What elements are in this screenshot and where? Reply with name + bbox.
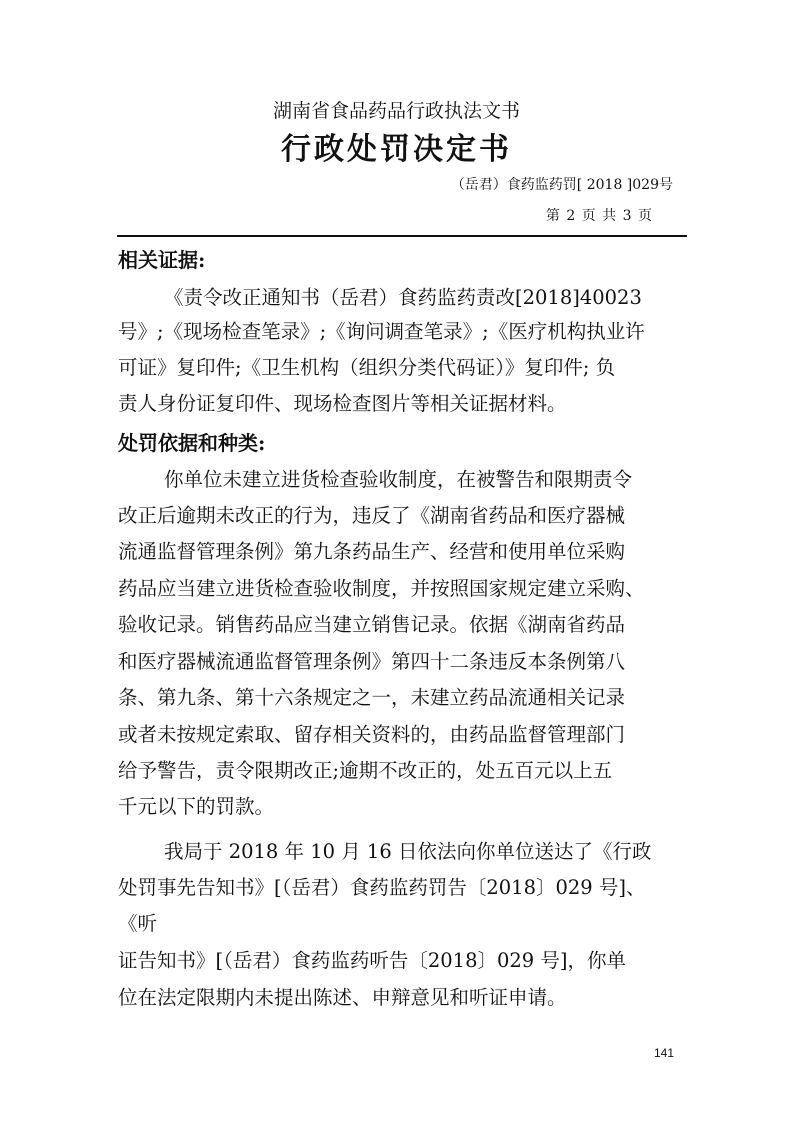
- evidence-line: 号》;《现场检查笔录》;《询问调查笔录》;《医疗机构执业许: [118, 320, 645, 343]
- basis-line: 流通监督管理条例》第九条药品生产、经营和使用单位采购: [118, 540, 626, 563]
- header-divider: [117, 235, 687, 237]
- basis-line: 验收记录。销售药品应当建立销售记录。依据《湖南省药品: [118, 613, 626, 636]
- document-title: 行政处罚决定书: [281, 132, 512, 167]
- evidence-line: 责人身份证复印件、现场检查图片等相关证据材料。: [118, 392, 567, 415]
- basis-heading: 处罚依据和种类:: [118, 431, 266, 455]
- evidence-heading: 相关证据:: [118, 248, 206, 272]
- basis-line: 位在法定限期内未提出陈述、申辩意见和听证申请。: [118, 986, 567, 1009]
- page-number: 141: [654, 1046, 675, 1060]
- basis-line: 《听: [118, 912, 158, 935]
- basis-line: 我局于 2018 年 10 月 16 日依法向你单位送达了《行政: [164, 840, 652, 863]
- basis-line: 你单位未建立进货检查验收制度，在被警告和限期责令: [164, 468, 633, 491]
- basis-line: 给予警告，责令限期改正;逾期不改正的，处五百元以上五: [118, 759, 613, 782]
- document-subtitle: 湖南省食品药品行政执法文书: [272, 100, 520, 122]
- document-number: （岳君）食药监药罚[ 2018 ]029号: [450, 177, 673, 193]
- basis-line: 处罚事先告知书》[（岳君）食药监药罚告〔2018〕029 号]、: [118, 876, 646, 899]
- basis-line: 改正后逾期未改正的行为，违反了《湖南省药品和医疗器械: [118, 504, 626, 527]
- basis-line: 千元以下的罚款。: [118, 795, 275, 818]
- basis-line: 条、第九条、第十六条规定之一，未建立药品流通相关记录: [118, 686, 626, 709]
- basis-line: 和医疗器械流通监督管理条例》第四十二条违反本条例第八: [118, 650, 626, 673]
- page-info: 第 2 页 共 3 页: [545, 208, 653, 224]
- evidence-line: 可证》复印件;《卫生机构（组织分类代码证）》复印件; 负: [118, 356, 616, 379]
- basis-line: 药品应当建立进货检查验收制度，并按照国家规定建立采购、: [118, 577, 645, 600]
- basis-line: 证告知书》[（岳君）食药监药听告〔2018〕029 号]，你单: [118, 949, 627, 972]
- basis-line: 或者未按规定索取、留存相关资料的，由药品监督管理部门: [118, 723, 626, 746]
- evidence-line: 《责令改正通知书（岳君）食药监药责改[2018]40023: [164, 286, 642, 309]
